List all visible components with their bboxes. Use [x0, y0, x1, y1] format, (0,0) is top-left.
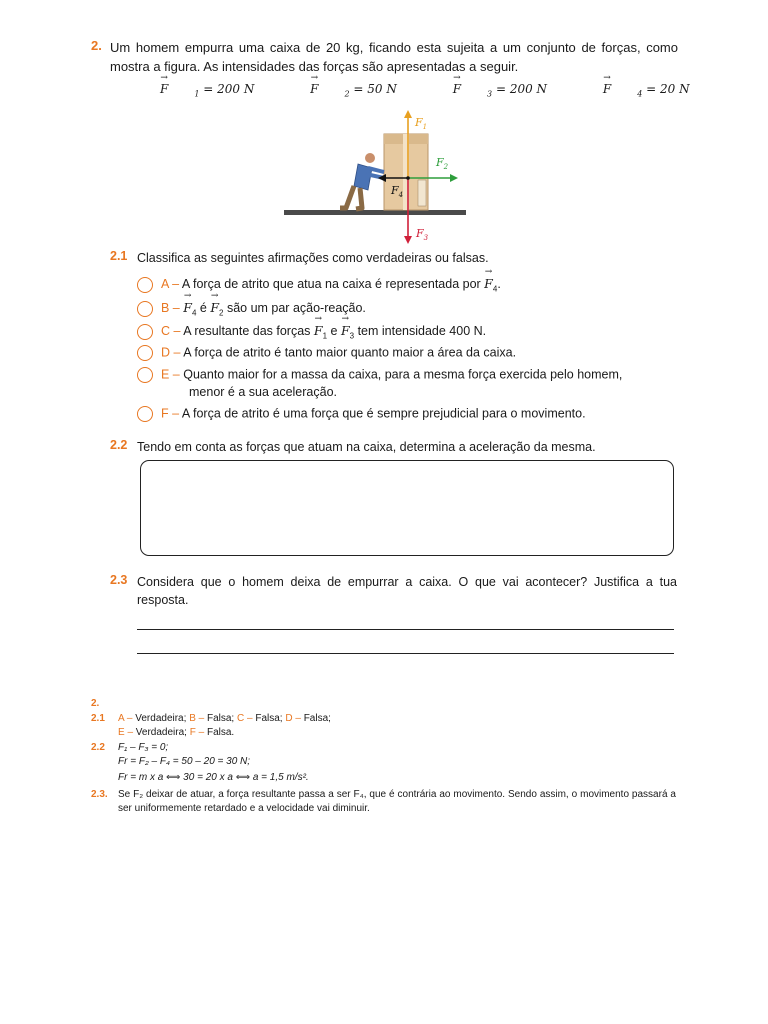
question-text: Um homem empurra uma caixa de 20 kg, ficando esta sujeita a um conjunto de forças, como mostra a figura. As intensidades das forças são apresentadas a seguir.: [110, 40, 678, 74]
option-e-radio[interactable]: [137, 367, 153, 383]
force-1: → F $_1$ = 200 N: [160, 82, 280, 98]
option-e[interactable]: E – Quanto maior for a massa da caixa, para a mesma força exercida pelo homem,: [137, 367, 622, 383]
q22-text: Tendo em conta as forças que atuam na caixa, determina a aceleração da mesma.: [137, 440, 596, 454]
f2-label: $F_2$: [436, 156, 449, 171]
q22-number: 2.2: [110, 438, 128, 452]
key-21-line2: E – Verdadeira; F – Falsa.: [118, 727, 235, 738]
man-pushing: [340, 153, 384, 209]
q21-text: Classifica as seguintes afirmações como verdadeiras ou falsas.: [137, 251, 489, 265]
key-22-line2: Fr = F₂ – F₄ = 50 – 20 = 30 N;: [118, 756, 251, 767]
force-3: → F $_3$ = 200 N: [453, 82, 573, 98]
force-4: → F $_4$ = 20 N: [603, 82, 716, 98]
f1-label: $F_1$: [415, 116, 428, 131]
key-title: 2.: [91, 698, 100, 709]
answer-line-1[interactable]: [137, 629, 674, 630]
f3-label: $F_3$: [416, 227, 429, 242]
key-22-number: 2.2: [91, 742, 105, 753]
question-number: 2.: [91, 38, 102, 53]
f4-label: $F_4$: [391, 184, 404, 199]
option-d[interactable]: D – A força de atrito é tanto maior quanto maior a área da caixa.: [137, 345, 516, 361]
option-b-radio[interactable]: [137, 301, 153, 317]
box: [384, 134, 428, 210]
ground: [284, 210, 466, 215]
option-a-radio[interactable]: [137, 277, 153, 293]
answer-box[interactable]: [140, 460, 674, 556]
option-a[interactable]: A – A força de atrito que atua na caixa é representada por → $F_4$.: [137, 276, 501, 294]
option-e-line2: menor é a sua aceleração.: [189, 385, 338, 399]
option-f[interactable]: F – A força de atrito é uma força que é sempre prejudicial para o movimento.: [137, 406, 586, 422]
key-21-line1: A – Verdadeira; B – Falsa; C – Falsa; D – Falsa;: [118, 713, 331, 724]
answer-line-2[interactable]: [137, 653, 674, 654]
q21-number: 2.1: [110, 249, 128, 263]
option-d-radio[interactable]: [137, 345, 153, 361]
option-f-radio[interactable]: [137, 406, 153, 422]
option-c[interactable]: C – A resultante das forças → $F_1$ $e \to F_3$ tem intensidade 400 N.: [137, 323, 486, 341]
q23-number: 2.3: [110, 573, 128, 587]
q23-text: Considera que o homem deixa de empurrar a caixa. O que vai acontecer? Justifica a tua resposta.: [137, 575, 677, 607]
key-23-number: 2.3.: [91, 789, 108, 800]
option-b[interactable]: B – → $F_4$ é → $F_2$ são um par ação-reação.: [137, 300, 366, 318]
key-21-number: 2.1: [91, 713, 105, 724]
key-22-line3: Fr = m x a ⟺ 30 = 20 x a ⟺ a = 1,5 m/s².: [118, 772, 309, 783]
key-23-text: Se F₂ deixar de atuar, a força resultante passa a ser F₄, que é contrária ao movimento. Sendo assim, o movimento passará a ser uniformemente retardado e a velocidade vai diminuir.: [118, 789, 676, 814]
option-c-radio[interactable]: [137, 324, 153, 340]
key-22-line1: F₁ – F₃ = 0;: [118, 742, 169, 753]
forces-list: [160, 82, 742, 98]
force-2: → F $_2$ = 50 N: [310, 82, 423, 98]
force-diagram: [280, 104, 480, 248]
